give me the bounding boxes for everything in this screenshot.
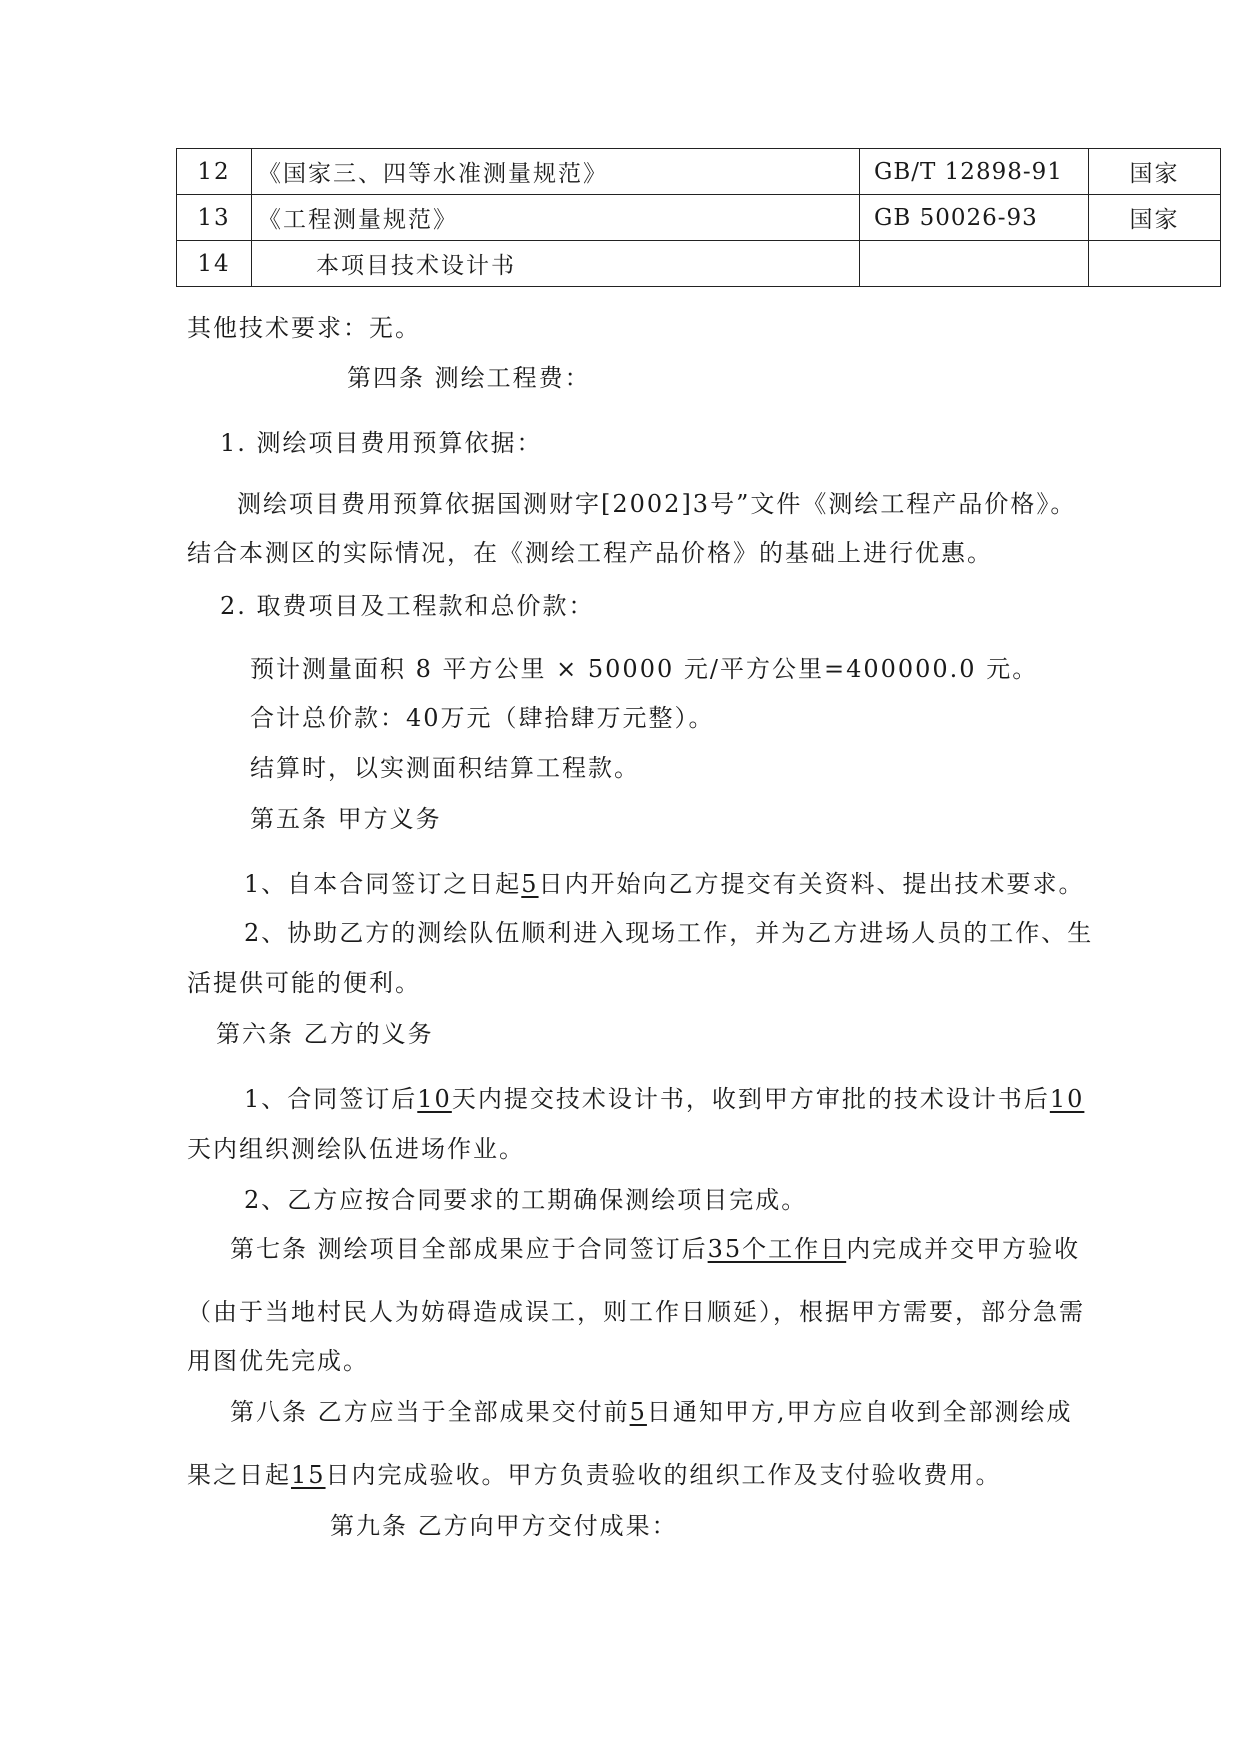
article-6-item-1-line-1 bbox=[244, 1084, 1084, 1114]
article-5-item-2-line-1: 2、协助乙方的测绘队伍顺利进入现场工作，并为乙方进场人员的工作、生 bbox=[244, 919, 1094, 947]
underlined-value: 15 bbox=[291, 1461, 326, 1489]
text-segment: 第七条 测绘项目全部成果应于合同签订后 bbox=[230, 1235, 708, 1263]
standard-name: 本项目技术设计书 bbox=[252, 241, 860, 287]
standards-table bbox=[176, 148, 1221, 287]
article-6-item-1-line-2: 天内组织测绘队伍进场作业。 bbox=[187, 1135, 525, 1163]
standard-level bbox=[1089, 241, 1221, 287]
text-segment: 1、合同签订后 bbox=[244, 1085, 418, 1113]
row-number: 13 bbox=[177, 195, 252, 241]
standard-level: 国家 bbox=[1089, 149, 1221, 195]
total-price-line: 合计总价款：40万元（肆拾肆万元整）。 bbox=[250, 704, 715, 732]
fee-basis-heading: 1. 测绘项目费用预算依据： bbox=[220, 429, 543, 457]
article-8-line-1 bbox=[230, 1397, 1073, 1427]
fee-basis-line-2: 结合本测区的实际情况，在《测绘工程产品价格》的基础上进行优惠。 bbox=[187, 539, 993, 567]
article-9-title: 第九条 乙方向甲方交付成果： bbox=[330, 1512, 678, 1540]
standard-code: GB/T 12898-91 bbox=[860, 149, 1089, 195]
text-segment: 日通知甲方,甲方应自收到全部测绘成 bbox=[646, 1398, 1073, 1426]
row-number: 12 bbox=[177, 149, 252, 195]
article-7-line-1 bbox=[230, 1234, 1080, 1264]
underlined-value: 35个工作日 bbox=[707, 1235, 847, 1263]
table-row bbox=[177, 241, 1221, 287]
settlement-line: 结算时，以实测面积结算工程款。 bbox=[250, 754, 640, 782]
underlined-value: 10 bbox=[417, 1085, 452, 1113]
article-4-title: 第四条 测绘工程费： bbox=[347, 364, 591, 392]
text-segment: 内完成并交甲方验收 bbox=[846, 1235, 1081, 1263]
article-7-line-3: 用图优先完成。 bbox=[187, 1347, 369, 1375]
article-7-line-2: （由于当地村民人为妨碍造成误工，则工作日顺延），根据甲方需要，部分急需 bbox=[187, 1298, 1085, 1326]
article-5-item-1 bbox=[244, 869, 1085, 899]
text-segment: 1、自本合同签订之日起 bbox=[244, 870, 522, 898]
underlined-value: 5 bbox=[629, 1398, 647, 1426]
article-5-item-2-line-2: 活提供可能的便利。 bbox=[187, 969, 421, 997]
row-number: 14 bbox=[177, 241, 252, 287]
text-segment: 第八条 乙方应当于全部成果交付前 bbox=[230, 1398, 630, 1426]
article-6-item-2: 2、乙方应按合同要求的工期确保测绘项目完成。 bbox=[244, 1186, 808, 1214]
text-segment: 日内完成验收。甲方负责验收的组织工作及支付验收费用。 bbox=[325, 1461, 1002, 1489]
fee-basis-line-1: 测绘项目费用预算依据国测财字[2002]3号”文件《测绘工程产品价格》。 bbox=[237, 490, 1077, 518]
standard-name: 《国家三、四等水准测量规范》 bbox=[252, 149, 860, 195]
article-8-line-2 bbox=[187, 1460, 1002, 1490]
standard-code bbox=[860, 241, 1089, 287]
article-6-title: 第六条 乙方的义务 bbox=[216, 1020, 434, 1048]
article-5-title: 第五条 甲方义务 bbox=[250, 805, 442, 833]
table-row bbox=[177, 195, 1221, 241]
underlined-value: 5 bbox=[521, 870, 539, 898]
text-segment: 日内开始向乙方提交有关资料、提出技术要求。 bbox=[538, 870, 1085, 898]
text-segment: 果之日起 bbox=[187, 1461, 291, 1489]
fee-items-heading: 2. 取费项目及工程款和总价款： bbox=[220, 592, 595, 620]
other-requirements: 其他技术要求：无。 bbox=[187, 314, 421, 342]
standard-name: 《工程测量规范》 bbox=[252, 195, 860, 241]
standard-code: GB 50026-93 bbox=[860, 195, 1089, 241]
underlined-value: 10 bbox=[1049, 1085, 1085, 1113]
estimate-line: 预计测量面积 8 平方公里 × 50000 元/平方公里=400000.0 元。 bbox=[250, 655, 1039, 683]
table-row bbox=[177, 149, 1221, 195]
standard-level: 国家 bbox=[1089, 195, 1221, 241]
text-segment: 天内提交技术设计书，收到甲方审批的技术设计书后 bbox=[451, 1085, 1050, 1113]
